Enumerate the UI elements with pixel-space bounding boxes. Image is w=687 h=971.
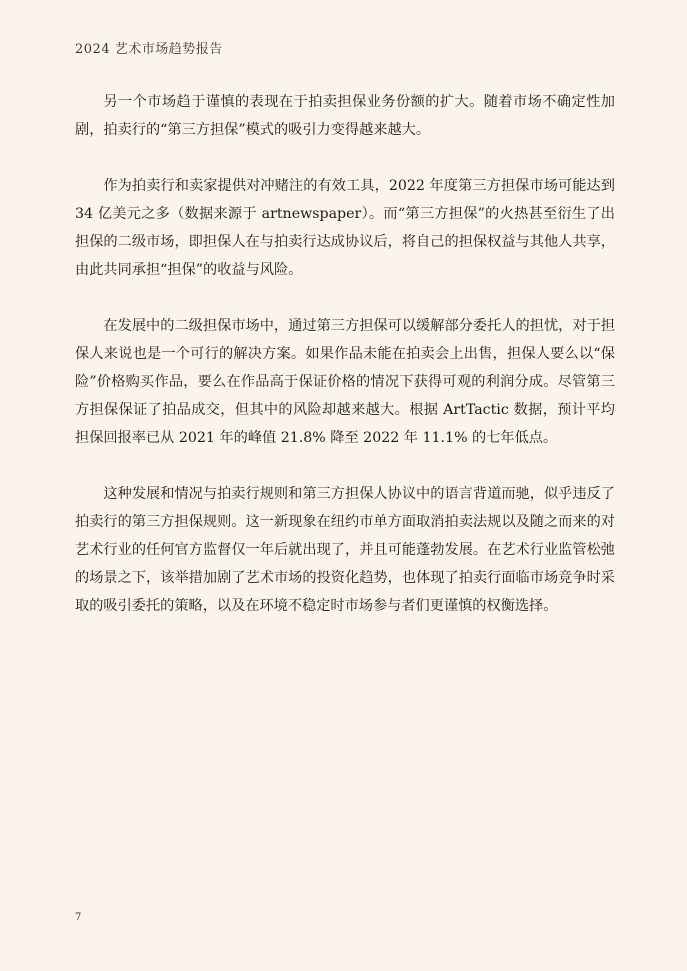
paragraph-guarantee-intro: 另一个市场趋于谨慎的表现在于拍卖担保业务份额的扩大。随着市场不确定性加剧，拍卖行的“第三方担保”模式的吸引力变得越来越大。	[75, 94, 615, 138]
page-number: 7	[75, 912, 82, 923]
paragraph-regulation: 这种发展和情况与拍卖行规则和第三方担保人协议中的语言背道而驰，似乎违反了拍卖行的第三方担保规则。这一新现象在纽约市单方面取消拍卖法规以及随之而来的对艺术行业的任何官方监督仅一年后就出现了，并且可能蓬勃发展。在艺术行业监管松弛的场景之下，该举措加剧了艺术市场的投资化趋势，也体现了拍卖行面临市场竞争时采取的吸引委托的策略，以及在环境不稳定时市场参与者们更谨慎的权衡选择。	[75, 486, 615, 614]
running-header: 2024 艺术市场趋势报告	[75, 42, 223, 57]
paragraph-guarantee-market-size: 作为拍卖行和卖家提供对冲赌注的有效工具，2022 年度第三方担保市场可能达到 34 亿美元之多（数据来源于 artnewspaper）。而“第三方担保”的火热甚至衍生了出担保的二级市场，即担保人在与拍卖行达成协议后，将自己的担保权益与其他人共享，由此共同承担“担保”的收益与风险。	[75, 178, 615, 278]
paragraph-secondary-market: 在发展中的二级担保市场中，通过第三方担保可以缓解部分委托人的担忧，对于担保人来说也是一个可行的解决方案。如果作品未能在拍卖会上出售，担保人要么以“保险”价格购买作品，要么在作品高于保证价格的情况下获得可观的利润分成。尽管第三方担保保证了拍品成交，但其中的风险却越来越大。根据 ArtTactic 数据，预计平均担保回报率已从 2021 年的峰值 21.8% 降至 2022 年 11.1% 的七年低点。	[75, 318, 615, 446]
body-text	[75, 88, 615, 648]
